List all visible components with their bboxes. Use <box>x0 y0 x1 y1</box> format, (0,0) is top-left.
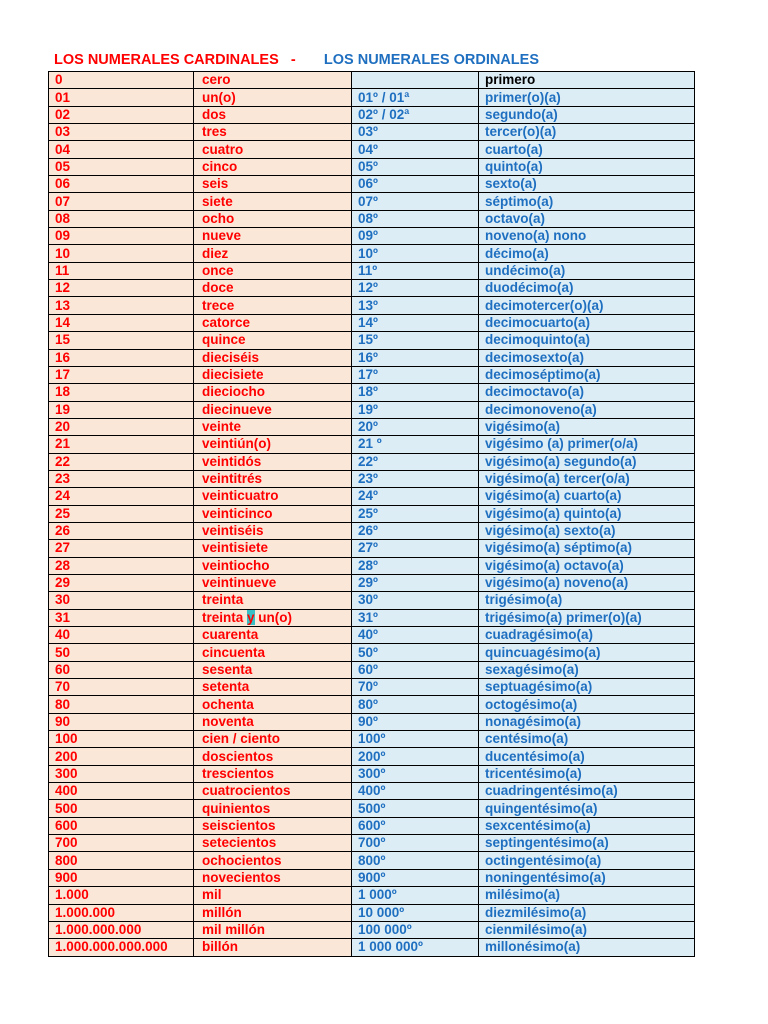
ordinal-number-cell: 300º <box>352 765 479 782</box>
cardinal-number-cell: 400 <box>49 783 194 800</box>
cardinal-number-cell: 80 <box>49 696 194 713</box>
ordinal-number-cell: 60º <box>352 661 479 678</box>
ordinal-word-cell: vigésimo(a) <box>479 418 695 435</box>
ordinal-number-cell: 1 000 000º <box>352 939 479 956</box>
cardinal-number-cell: 90 <box>49 713 194 730</box>
table-row <box>49 141 695 158</box>
cardinal-word-cell <box>194 609 352 626</box>
ordinal-word-cell: septuagésimo(a) <box>479 679 695 696</box>
table-row <box>49 765 695 782</box>
cardinal-number-cell: 0 <box>49 72 194 89</box>
cardinal-heading: LOS NUMERALES CARDINALES <box>54 52 279 68</box>
cardinal-word-cell: ochenta <box>194 696 352 713</box>
cardinal-word-cell: doscientos <box>194 748 352 765</box>
cardinal-word-cell: trescientos <box>194 765 352 782</box>
cardinal-word-part: un(o) <box>254 609 293 625</box>
ordinal-number-cell: 23º <box>352 470 479 487</box>
ordinal-number-cell: 1 000º <box>352 887 479 904</box>
cardinal-number-cell: 08 <box>49 210 194 227</box>
ordinal-number-cell: 50º <box>352 644 479 661</box>
ordinal-number-cell: 200º <box>352 748 479 765</box>
cardinal-number-cell: 28 <box>49 557 194 574</box>
ordinal-number-cell: 80º <box>352 696 479 713</box>
table-row <box>49 505 695 522</box>
cardinal-word-cell: veinticinco <box>194 505 352 522</box>
table-row <box>49 436 695 453</box>
ordinal-number-cell <box>352 72 479 89</box>
table-row <box>49 748 695 765</box>
cardinal-number-cell: 30 <box>49 592 194 609</box>
ordinal-number-cell: 29º <box>352 574 479 591</box>
table-row <box>49 540 695 557</box>
table-row <box>49 384 695 401</box>
cardinal-word-cell: diecisiete <box>194 366 352 383</box>
cardinal-word-cell: millón <box>194 904 352 921</box>
table-row <box>49 453 695 470</box>
cardinal-word-cell: diez <box>194 245 352 262</box>
cardinal-word-cell: veintitrés <box>194 470 352 487</box>
cardinal-number-cell: 13 <box>49 297 194 314</box>
cardinal-word-cell: setenta <box>194 679 352 696</box>
cardinal-number-cell: 11 <box>49 262 194 279</box>
cardinal-word-cell: doce <box>194 280 352 297</box>
cardinal-word-cell: veintiocho <box>194 557 352 574</box>
table-row <box>49 696 695 713</box>
ordinal-word-cell: decimonoveno(a) <box>479 401 695 418</box>
cardinal-number-cell: 01 <box>49 89 194 106</box>
table-row <box>49 644 695 661</box>
ordinal-number-cell: 07º <box>352 193 479 210</box>
cardinal-word-cell: veintisiete <box>194 540 352 557</box>
ordinal-word-cell: vigésimo(a) séptimo(a) <box>479 540 695 557</box>
ordinal-word-cell: octavo(a) <box>479 210 695 227</box>
table-row <box>49 852 695 869</box>
numerals-table <box>48 71 695 957</box>
ordinal-word-cell: sexto(a) <box>479 176 695 193</box>
cardinal-number-cell: 300 <box>49 765 194 782</box>
ordinal-word-cell: vigésimo (a) primer(o/a) <box>479 436 695 453</box>
cardinal-number-cell: 26 <box>49 522 194 539</box>
ordinal-word-cell: sexcentésimo(a) <box>479 817 695 834</box>
table-row <box>49 349 695 366</box>
cardinal-number-cell: 02 <box>49 106 194 123</box>
ordinal-word-cell: séptimo(a) <box>479 193 695 210</box>
cardinal-number-cell: 50 <box>49 644 194 661</box>
cardinal-number-cell: 700 <box>49 835 194 852</box>
ordinal-word-cell: decimoctavo(a) <box>479 384 695 401</box>
cardinal-number-cell: 200 <box>49 748 194 765</box>
cardinal-word-cell: veintiún(o) <box>194 436 352 453</box>
ordinal-number-cell: 70º <box>352 679 479 696</box>
table-row <box>49 904 695 921</box>
cardinal-word-cell: ocho <box>194 210 352 227</box>
table-row <box>49 869 695 886</box>
cardinal-word-cell: catorce <box>194 314 352 331</box>
cardinal-number-cell: 20 <box>49 418 194 435</box>
cardinal-word-cell: mil <box>194 887 352 904</box>
heading-separator: - <box>290 52 296 68</box>
ordinal-number-cell: 800º <box>352 852 479 869</box>
ordinal-word-cell: trigésimo(a) primer(o)(a) <box>479 609 695 626</box>
cardinal-number-cell: 06 <box>49 176 194 193</box>
cardinal-number-cell: 14 <box>49 314 194 331</box>
ordinal-number-cell: 08º <box>352 210 479 227</box>
ordinal-number-cell: 700º <box>352 835 479 852</box>
table-row <box>49 228 695 245</box>
ordinal-word-cell: vigésimo(a) noveno(a) <box>479 574 695 591</box>
ordinal-number-cell: 20º <box>352 418 479 435</box>
cardinal-word-cell: ochocientos <box>194 852 352 869</box>
cardinal-word-cell: cero <box>194 72 352 89</box>
table-row <box>49 89 695 106</box>
ordinal-number-cell: 100 000º <box>352 921 479 938</box>
cardinal-word-cell: cuatrocientos <box>194 783 352 800</box>
highlighted-word: y <box>247 609 255 625</box>
cardinal-number-cell: 1.000.000.000 <box>49 921 194 938</box>
ordinal-number-cell: 600º <box>352 817 479 834</box>
cardinal-number-cell: 100 <box>49 731 194 748</box>
ordinal-word-cell: undécimo(a) <box>479 262 695 279</box>
ordinal-number-cell: 21 º <box>352 436 479 453</box>
table-row <box>49 557 695 574</box>
ordinal-word-cell: decimotercer(o)(a) <box>479 297 695 314</box>
ordinal-number-cell: 04º <box>352 141 479 158</box>
cardinal-number-cell: 60 <box>49 661 194 678</box>
table-row <box>49 297 695 314</box>
cardinal-word-cell: cuatro <box>194 141 352 158</box>
ordinal-number-cell: 01º / 01ª <box>352 89 479 106</box>
ordinal-word-cell: decimoséptimo(a) <box>479 366 695 383</box>
ordinal-word-cell: primero <box>479 72 695 89</box>
ordinal-number-cell: 19º <box>352 401 479 418</box>
cardinal-word-cell: sesenta <box>194 661 352 678</box>
cardinal-word-cell: trece <box>194 297 352 314</box>
cardinal-number-cell: 21 <box>49 436 194 453</box>
cardinal-word-cell: noventa <box>194 713 352 730</box>
ordinal-number-cell: 02º / 02ª <box>352 106 479 123</box>
cardinal-word-cell: seis <box>194 176 352 193</box>
ordinal-word-cell: vigésimo(a) sexto(a) <box>479 522 695 539</box>
cardinal-word-cell: dos <box>194 106 352 123</box>
cardinal-number-cell: 600 <box>49 817 194 834</box>
ordinal-word-cell: tercer(o)(a) <box>479 124 695 141</box>
table-row <box>49 176 695 193</box>
table-row <box>49 609 695 626</box>
table-row <box>49 679 695 696</box>
ordinal-word-cell: octogésimo(a) <box>479 696 695 713</box>
numerals-table-body <box>49 72 695 957</box>
ordinal-word-cell: trigésimo(a) <box>479 592 695 609</box>
table-row <box>49 262 695 279</box>
cardinal-number-cell: 25 <box>49 505 194 522</box>
table-row <box>49 887 695 904</box>
table-row <box>49 488 695 505</box>
ordinal-number-cell: 100º <box>352 731 479 748</box>
table-row <box>49 193 695 210</box>
ordinal-word-cell: cienmilésimo(a) <box>479 921 695 938</box>
cardinal-word-cell: cien / ciento <box>194 731 352 748</box>
ordinal-word-cell: cuadringentésimo(a) <box>479 783 695 800</box>
ordinal-heading: LOS NUMERALES ORDINALES <box>323 52 539 68</box>
cardinal-word-cell: veinticuatro <box>194 488 352 505</box>
ordinal-word-cell: octingentésimo(a) <box>479 852 695 869</box>
ordinal-number-cell: 14º <box>352 314 479 331</box>
ordinal-word-cell: décimo(a) <box>479 245 695 262</box>
ordinal-number-cell: 13º <box>352 297 479 314</box>
cardinal-number-cell: 22 <box>49 453 194 470</box>
ordinal-word-cell: decimocuarto(a) <box>479 314 695 331</box>
ordinal-number-cell: 30º <box>352 592 479 609</box>
table-row <box>49 800 695 817</box>
cardinal-word-cell: cuarenta <box>194 627 352 644</box>
table-row <box>49 470 695 487</box>
ordinal-number-cell: 31º <box>352 609 479 626</box>
ordinal-word-cell: vigésimo(a) octavo(a) <box>479 557 695 574</box>
cardinal-number-cell: 27 <box>49 540 194 557</box>
ordinal-word-cell: nonagésimo(a) <box>479 713 695 730</box>
table-row <box>49 245 695 262</box>
ordinal-word-cell: tricentésimo(a) <box>479 765 695 782</box>
ordinal-number-cell: 06º <box>352 176 479 193</box>
ordinal-number-cell: 25º <box>352 505 479 522</box>
ordinal-word-cell: septingentésimo(a) <box>479 835 695 852</box>
ordinal-word-cell: segundo(a) <box>479 106 695 123</box>
table-row <box>49 574 695 591</box>
cardinal-number-cell: 1.000.000 <box>49 904 194 921</box>
cardinal-number-cell: 04 <box>49 141 194 158</box>
ordinal-number-cell: 400º <box>352 783 479 800</box>
ordinal-number-cell: 12º <box>352 280 479 297</box>
cardinal-word-cell: treinta <box>194 592 352 609</box>
ordinal-number-cell: 11º <box>352 262 479 279</box>
cardinal-number-cell: 07 <box>49 193 194 210</box>
ordinal-number-cell: 15º <box>352 332 479 349</box>
ordinal-number-cell: 18º <box>352 384 479 401</box>
ordinal-number-cell: 16º <box>352 349 479 366</box>
table-row <box>49 280 695 297</box>
ordinal-word-cell: cuadragésimo(a) <box>479 627 695 644</box>
ordinal-word-cell: quinto(a) <box>479 158 695 175</box>
ordinal-word-cell: vigésimo(a) quinto(a) <box>479 505 695 522</box>
ordinal-word-cell: primer(o)(a) <box>479 89 695 106</box>
cardinal-word-cell: quince <box>194 332 352 349</box>
cardinal-number-cell: 1.000.000.000.000 <box>49 939 194 956</box>
cardinal-number-cell: 18 <box>49 384 194 401</box>
cardinal-word-cell: un(o) <box>194 89 352 106</box>
table-row <box>49 522 695 539</box>
cardinal-number-cell: 1.000 <box>49 887 194 904</box>
table-row <box>49 939 695 956</box>
cardinal-word-cell: once <box>194 262 352 279</box>
cardinal-word-cell: nueve <box>194 228 352 245</box>
cardinal-word-cell: setecientos <box>194 835 352 852</box>
ordinal-word-cell: diezmilésimo(a) <box>479 904 695 921</box>
cardinal-number-cell: 900 <box>49 869 194 886</box>
cardinal-number-cell: 500 <box>49 800 194 817</box>
table-row <box>49 783 695 800</box>
ordinal-number-cell: 17º <box>352 366 479 383</box>
ordinal-number-cell: 03º <box>352 124 479 141</box>
ordinal-word-cell: milésimo(a) <box>479 887 695 904</box>
table-row <box>49 921 695 938</box>
cardinal-number-cell: 23 <box>49 470 194 487</box>
cardinal-number-cell: 03 <box>49 124 194 141</box>
cardinal-number-cell: 70 <box>49 679 194 696</box>
cardinal-word-cell: veintidós <box>194 453 352 470</box>
cardinal-number-cell: 05 <box>49 158 194 175</box>
ordinal-number-cell: 24º <box>352 488 479 505</box>
cardinal-number-cell: 15 <box>49 332 194 349</box>
ordinal-word-cell: vigésimo(a) cuarto(a) <box>479 488 695 505</box>
cardinal-word-cell: cincuenta <box>194 644 352 661</box>
cardinal-number-cell: 10 <box>49 245 194 262</box>
table-row <box>49 124 695 141</box>
cardinal-word-cell: dieciséis <box>194 349 352 366</box>
cardinal-word-part: treinta <box>202 609 248 625</box>
cardinal-word-cell: quinientos <box>194 800 352 817</box>
ordinal-word-cell: millonésimo(a) <box>479 939 695 956</box>
cardinal-word-cell: seiscientos <box>194 817 352 834</box>
table-row <box>49 72 695 89</box>
ordinal-word-cell: noningentésimo(a) <box>479 869 695 886</box>
table-row <box>49 817 695 834</box>
ordinal-number-cell: 22º <box>352 453 479 470</box>
table-row <box>49 401 695 418</box>
cardinal-number-cell: 40 <box>49 627 194 644</box>
table-row <box>49 332 695 349</box>
table-row <box>49 314 695 331</box>
cardinal-number-cell: 31 <box>49 609 194 626</box>
ordinal-word-cell: ducentésimo(a) <box>479 748 695 765</box>
ordinal-word-cell: duodécimo(a) <box>479 280 695 297</box>
cardinal-word-cell: dieciocho <box>194 384 352 401</box>
table-row <box>49 713 695 730</box>
ordinal-number-cell: 900º <box>352 869 479 886</box>
ordinal-number-cell: 90º <box>352 713 479 730</box>
ordinal-number-cell: 10 000º <box>352 904 479 921</box>
ordinal-number-cell: 40º <box>352 627 479 644</box>
table-row <box>49 627 695 644</box>
table-row <box>49 661 695 678</box>
cardinal-number-cell: 17 <box>49 366 194 383</box>
ordinal-word-cell: cuarto(a) <box>479 141 695 158</box>
table-row <box>49 835 695 852</box>
table-row <box>49 731 695 748</box>
cardinal-word-cell: veinte <box>194 418 352 435</box>
cardinal-number-cell: 800 <box>49 852 194 869</box>
cardinal-word-cell: diecinueve <box>194 401 352 418</box>
ordinal-number-cell: 09º <box>352 228 479 245</box>
cardinal-word-cell: veintiséis <box>194 522 352 539</box>
cardinal-word-cell: cinco <box>194 158 352 175</box>
cardinal-word-cell: tres <box>194 124 352 141</box>
ordinal-number-cell: 27º <box>352 540 479 557</box>
cardinal-number-cell: 29 <box>49 574 194 591</box>
cardinal-word-cell: mil millón <box>194 921 352 938</box>
table-row <box>49 210 695 227</box>
ordinal-number-cell: 05º <box>352 158 479 175</box>
cardinal-number-cell: 16 <box>49 349 194 366</box>
ordinal-number-cell: 28º <box>352 557 479 574</box>
ordinal-word-cell: decimosexto(a) <box>479 349 695 366</box>
cardinal-word-cell: veintinueve <box>194 574 352 591</box>
ordinal-word-cell: noveno(a) nono <box>479 228 695 245</box>
ordinal-word-cell: sexagésimo(a) <box>479 661 695 678</box>
ordinal-number-cell: 500º <box>352 800 479 817</box>
ordinal-word-cell: quincuagésimo(a) <box>479 644 695 661</box>
cardinal-number-cell: 19 <box>49 401 194 418</box>
cardinal-word-cell: novecientos <box>194 869 352 886</box>
ordinal-word-cell: vigésimo(a) segundo(a) <box>479 453 695 470</box>
cardinal-number-cell: 24 <box>49 488 194 505</box>
ordinal-number-cell: 10º <box>352 245 479 262</box>
ordinal-word-cell: decimoquinto(a) <box>479 332 695 349</box>
cardinal-word-cell: siete <box>194 193 352 210</box>
cardinal-number-cell: 12 <box>49 280 194 297</box>
table-row <box>49 158 695 175</box>
ordinal-word-cell: centésimo(a) <box>479 731 695 748</box>
ordinal-word-cell: quingentésimo(a) <box>479 800 695 817</box>
table-row <box>49 366 695 383</box>
ordinal-number-cell: 26º <box>352 522 479 539</box>
table-row <box>49 418 695 435</box>
cardinal-word-cell: billón <box>194 939 352 956</box>
table-row <box>49 106 695 123</box>
cardinal-number-cell: 09 <box>49 228 194 245</box>
page-heading <box>54 52 734 70</box>
table-row <box>49 592 695 609</box>
ordinal-word-cell: vigésimo(a) tercer(o/a) <box>479 470 695 487</box>
